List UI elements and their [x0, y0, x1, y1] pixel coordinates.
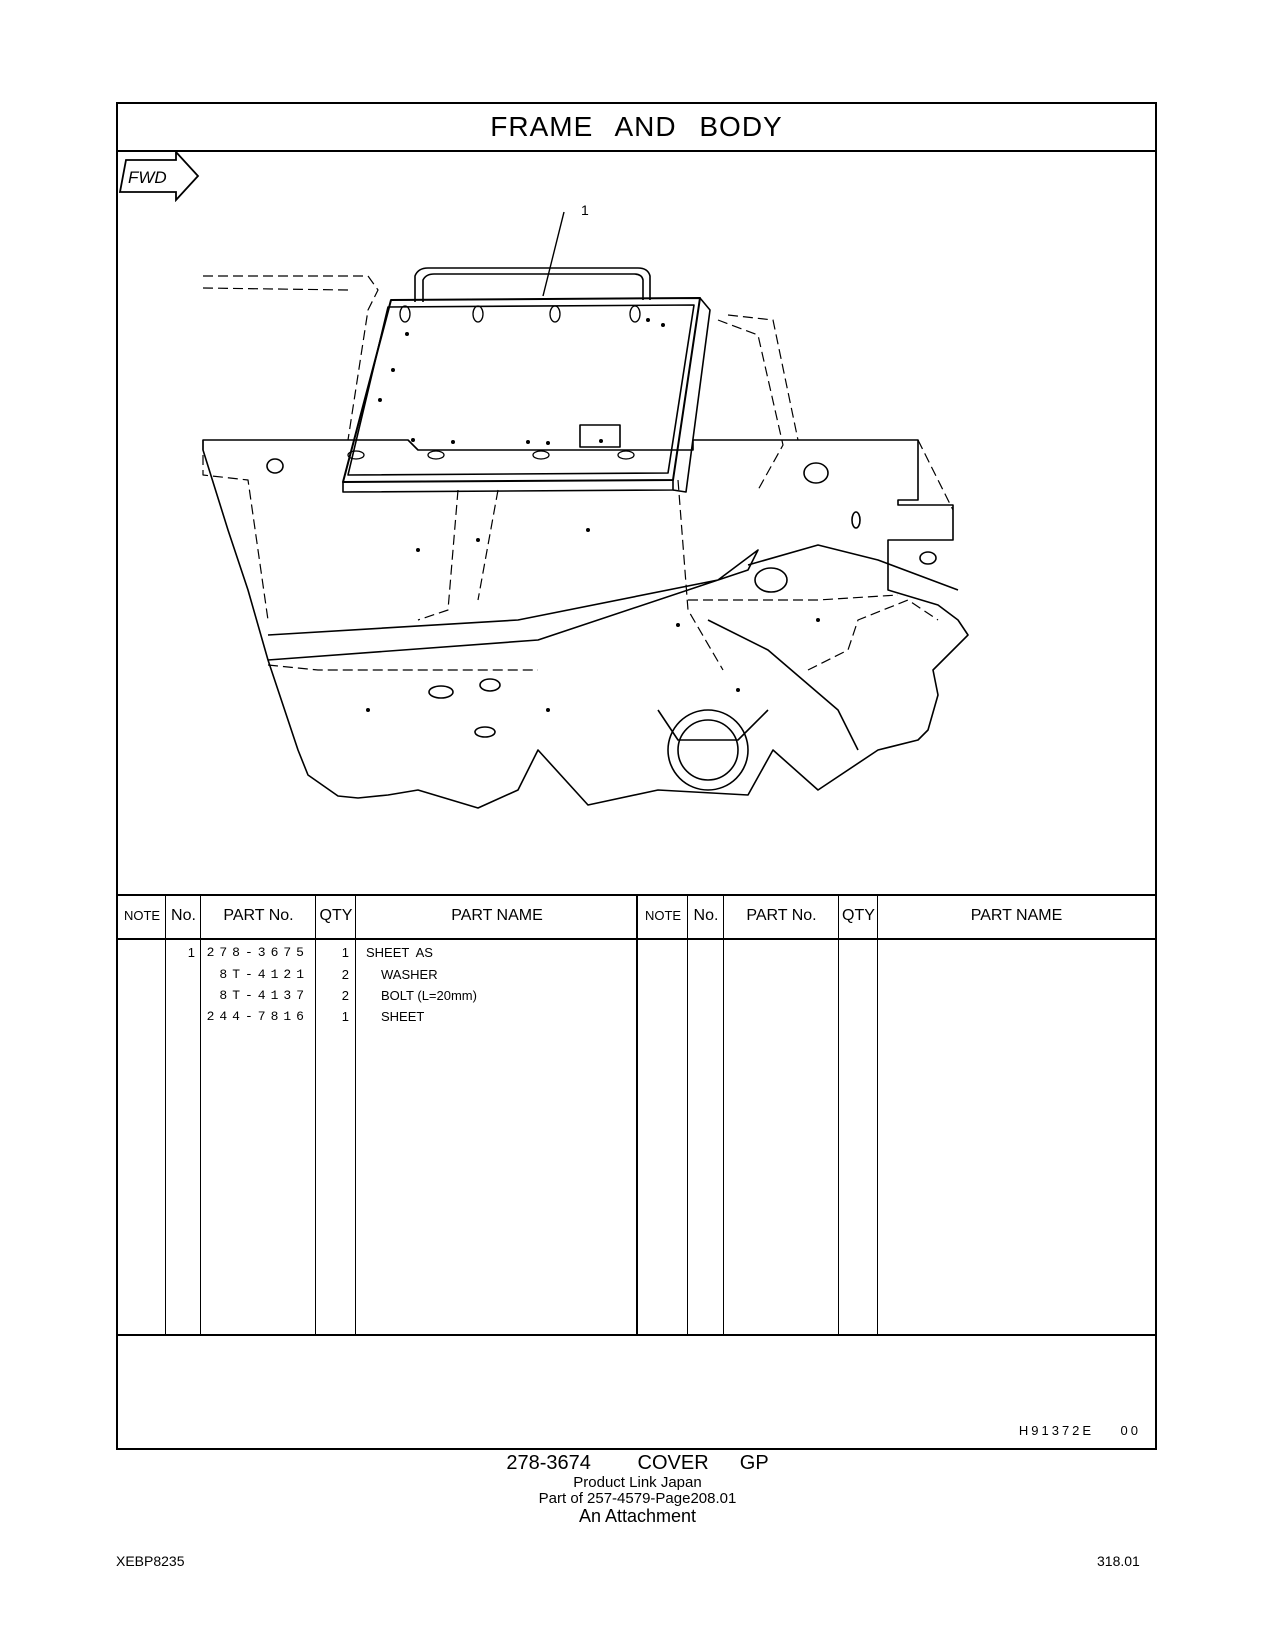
exploded-view-drawing	[118, 150, 1155, 894]
header-qty-right: QTY	[842, 907, 875, 924]
forward-label: FWD	[128, 168, 167, 187]
col-note-right	[638, 894, 688, 1334]
header-note-right: NOTE	[644, 908, 682, 923]
header-part-name-right: PART NAME	[970, 907, 1063, 924]
row-4-part-no: 244-7816	[206, 1009, 309, 1024]
row-2-part-no: 8T-4121	[219, 967, 309, 982]
header-no: No.	[171, 907, 196, 924]
header-note: NOTE	[123, 908, 161, 923]
caption-subtitle: Product Link Japan	[573, 1474, 702, 1491]
col-no-right	[688, 894, 724, 1334]
row-1-part-no: 278-3675	[206, 945, 309, 960]
row-4-part-name: SHEET	[381, 1009, 425, 1024]
parts-table	[118, 894, 1155, 1336]
page-title: FRAME AND BODY	[118, 104, 1155, 152]
callout-1: 1	[581, 202, 589, 218]
table-header	[118, 894, 1155, 940]
header-no-right: No.	[693, 907, 719, 924]
row-3-part-no: 8T-4137	[219, 988, 309, 1003]
row-2-part-name: WASHER	[381, 967, 438, 982]
row-1-no: 1	[187, 945, 195, 960]
caption-attachment: An Attachment	[578, 1506, 697, 1526]
header-part-no: PART No.	[223, 907, 294, 924]
row-3-part-name: BOLT (L=20mm)	[381, 988, 477, 1003]
header-part-no-right: PART No.	[746, 907, 817, 924]
caption-part-of: Part of 257-4579-Page208.01	[538, 1490, 737, 1507]
row-1-qty: 1	[341, 945, 349, 960]
forward-arrow-icon	[118, 150, 200, 202]
row-4-qty: 1	[341, 1009, 349, 1024]
page-frame	[116, 102, 1157, 1450]
drawing-code: H91372E 00	[1018, 1423, 1141, 1438]
parts-illustration	[118, 150, 1155, 896]
header-part-name: PART NAME	[451, 907, 543, 924]
col-qty-right	[839, 894, 878, 1334]
row-3-qty: 2	[341, 988, 349, 1003]
caption-title: 278-3674 COVER GP	[506, 1452, 769, 1474]
row-2-qty: 2	[341, 967, 349, 982]
document-id: XEBP8235	[116, 1553, 185, 1569]
col-note	[118, 894, 166, 1334]
row-1-part-name: SHEET AS	[366, 945, 433, 960]
col-part-no-right	[724, 894, 839, 1334]
page-number: 318.01	[1097, 1553, 1140, 1569]
header-qty: QTY	[319, 907, 353, 924]
